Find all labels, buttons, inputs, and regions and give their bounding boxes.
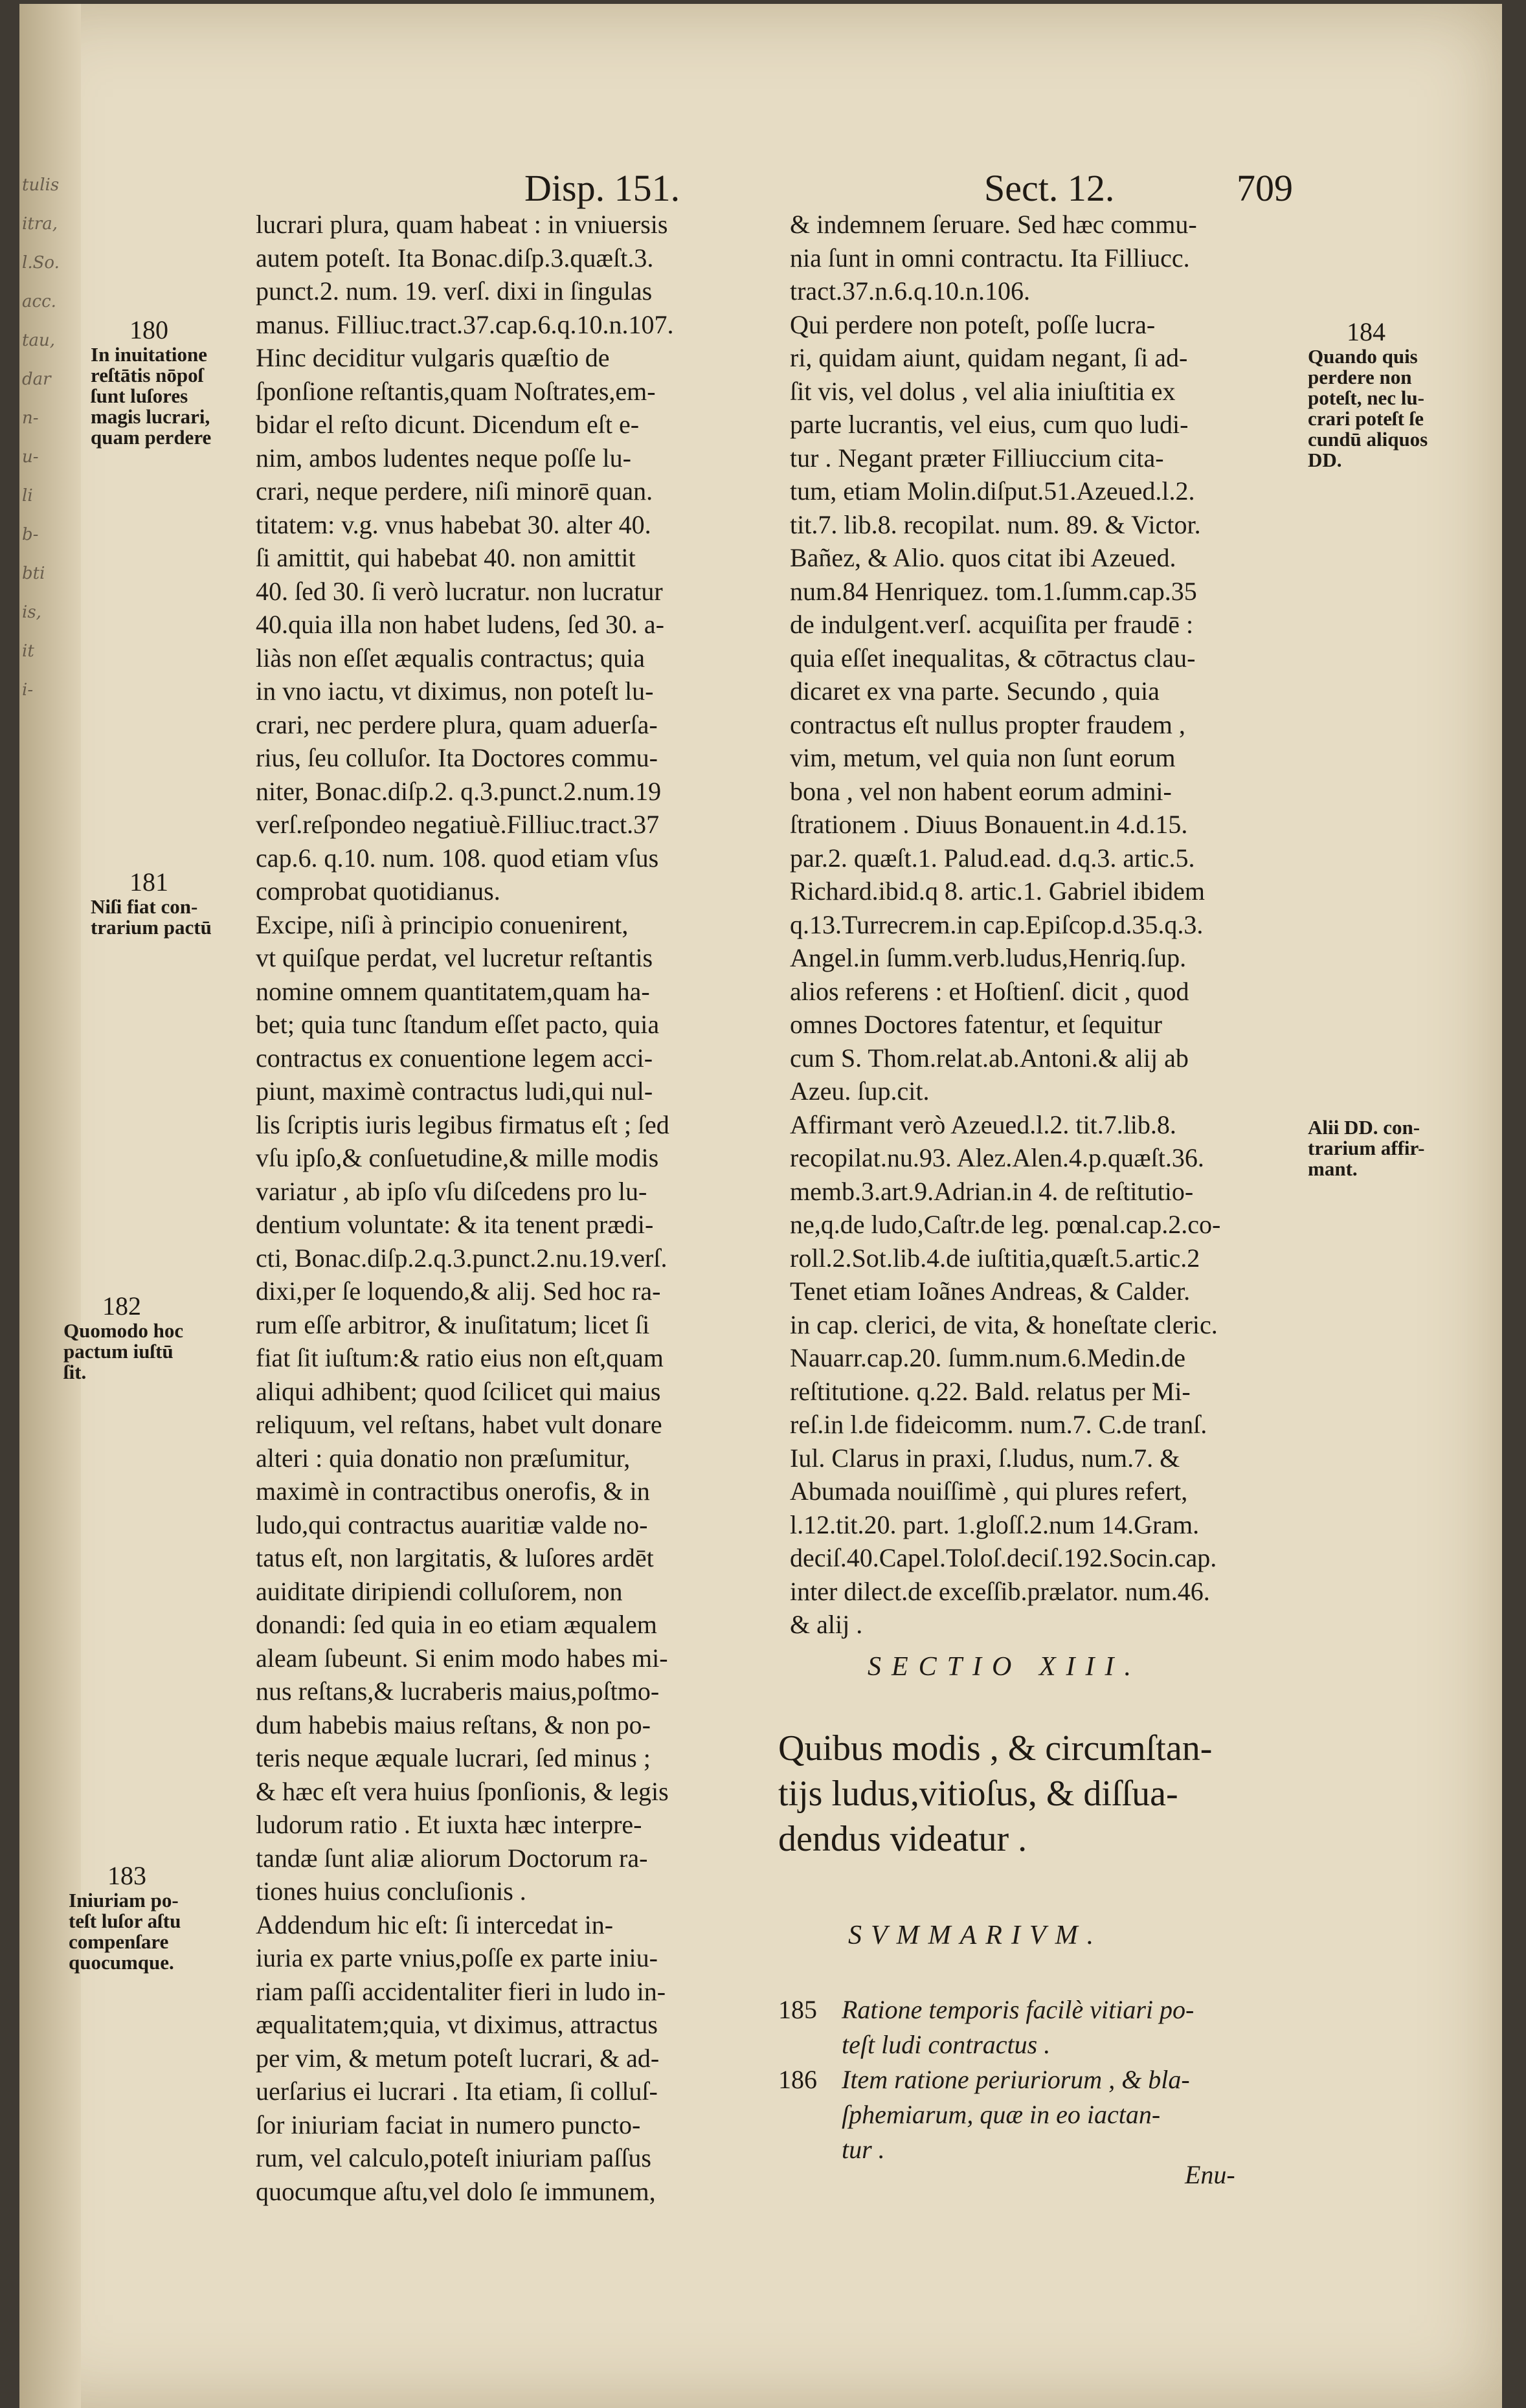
text-line: riam paſſi accidentaliter fieri in ludo in-: [256, 1976, 666, 2006]
text-line: lucrari plura, quam habeat : in vniuersis: [256, 210, 668, 239]
text-line: roll.2.Sot.lib.4.de iuſtitia,quæſt.5.artic.2: [790, 1243, 1200, 1273]
text-line: cap.6. q.10. num. 108. quod etiam vſus: [256, 843, 659, 873]
text-line: quocumque aſtu,vel dolo ſe immunem,: [256, 2176, 656, 2206]
text-line: Abumada nouiſſimè , qui plures refert,: [790, 1477, 1188, 1506]
text-line: reliquum, vel reſtans, habet vult donare: [256, 1410, 662, 1439]
text-line: Qui perdere non poteſt, poſſe lucra-: [790, 309, 1156, 339]
text-line: contractus eſt nullus propter fraudem ,: [790, 709, 1185, 739]
text-line: tandæ ſunt aliæ aliorum Doctorum ra-: [256, 1843, 648, 1873]
margin-note-line: compenſare: [69, 1930, 169, 1953]
section-heading: SECTIO XIII.: [868, 1652, 1141, 1682]
text-line: ri, quidam aiunt, quidam negant, ſi ad-: [790, 343, 1188, 372]
right-text-column: [790, 208, 1220, 1642]
text-line: piunt, maximè contractus ludi,qui nul-: [256, 1076, 653, 1106]
bleed-fragment: b-: [22, 525, 39, 544]
text-line: num.84 Henriquez. tom.1.ſumm.cap.35: [790, 576, 1197, 606]
text-line: iuria ex parte vnius,poſſe ex parte iniu-: [256, 1943, 658, 1972]
margin-note-line: crari poteſt ſe: [1308, 407, 1424, 430]
margin-note-line: Iniuriam po-: [69, 1889, 179, 1912]
left-text-column: [256, 208, 673, 2208]
text-line: rius, ſeu colluſor. Ita Doctores commu-: [256, 743, 658, 772]
text-line: ludorum ratio . Et iuxta hæc interpre-: [256, 1810, 642, 1839]
text-line: auiditate diripiendi colluſorem, non: [256, 1576, 623, 1606]
margin-note-line: teſt luſor aſtu: [69, 1910, 181, 1932]
bleed-fragment: it: [22, 641, 34, 661]
text-line: punct.2. num. 19. verſ. dixi in ſingulas: [256, 276, 653, 306]
summary-item-number: 185: [778, 1995, 817, 2024]
text-line: ſponſione reſtantis,quam Noſtrates,em-: [256, 376, 656, 406]
text-line: alteri : quia donatio non præſumitur,: [256, 1443, 631, 1473]
summary-item-text: teſt ludi contractus .: [842, 2030, 1051, 2059]
summary-item: [778, 1992, 1194, 2027]
bleed-fragment: itra,: [22, 214, 58, 234]
margin-note-line: Alii DD. con-: [1308, 1116, 1420, 1139]
text-line: dum habebis maius reſtans, & non po-: [256, 1710, 651, 1739]
text-line: cti, Bonac.diſp.2.q.3.punct.2.nu.19.verſ.: [256, 1243, 668, 1273]
margin-note-line: pactum iuſtū: [63, 1340, 174, 1363]
margin-note-183: [69, 1862, 181, 1973]
text-line: nim, ambos ludentes neque poſſe lu-: [256, 443, 631, 473]
text-line: bidar el reſto dicunt. Dicendum eſt e-: [256, 410, 640, 439]
catchword: Enu-: [1185, 2160, 1235, 2189]
text-line: rum, vel calculo,poteſt iniuriam paſſus: [256, 2143, 651, 2172]
text-line: aliqui adhibent; quod ſcilicet qui maius: [256, 1376, 661, 1406]
bleed-fragment: tau,: [22, 331, 55, 350]
text-line: Angel.in ſumm.verb.ludus,Henriq.ſup.: [790, 943, 1187, 972]
text-line: comprobat quotidianus.: [256, 876, 500, 906]
text-line: maximè in contractibus onerofis, & in: [256, 1477, 650, 1506]
bleed-fragment: u-: [22, 447, 39, 467]
text-line: cum S. Thom.relat.ab.Antoni.& alij ab: [790, 1043, 1189, 1073]
text-line: tatus eſt, non largitatis, & luſores ardēt: [256, 1543, 654, 1572]
text-line: donandi: ſed quia in eo etiam æqualem: [256, 1610, 657, 1639]
text-line: dixi,per ſe loquendo,& alij. Sed hoc ra-: [256, 1276, 661, 1306]
text-line: inter dilect.de exceſſib.prælator. num.46.: [790, 1576, 1210, 1606]
text-line: crari, neque perdere, niſi minorē quan.: [256, 476, 653, 506]
text-line: de indulgent.verſ. acquiſita per fraudē :: [790, 610, 1194, 639]
margin-note-line: ſit.: [63, 1361, 87, 1383]
text-line: par.2. quæſt.1. Palud.ead. d.q.3. artic.5.: [790, 843, 1195, 873]
text-line: in vno iactu, vt diximus, non poteſt lu-: [256, 676, 654, 706]
bleed-fragment: is,: [22, 603, 41, 622]
margin-note-line: Niſi fiat con-: [91, 895, 198, 918]
margin-note-line: quocumque.: [69, 1951, 174, 1974]
text-line: quia eſſet inequalitas, & cōtractus clau-: [790, 643, 1196, 673]
bleed-fragment: i-: [22, 680, 34, 700]
text-line: ne,q.de ludo,Caſtr.de leg. pœnal.cap.2.co-: [790, 1210, 1221, 1239]
margin-note-line: cundū aliquos: [1308, 428, 1428, 451]
title-line: tijs ludus,vitioſus, & diſſua-: [778, 1774, 1178, 1814]
text-line: Azeu. ſup.cit.: [790, 1076, 930, 1106]
text-line: q.13.Turrecrem.in cap.Epiſcop.d.35.q.3.: [790, 909, 1204, 939]
text-line: aleam ſubeunt. Si enim modo habes mi-: [256, 1643, 668, 1673]
text-line: ludo,qui contractus auaritiæ valde no-: [256, 1510, 648, 1539]
margin-note-181: [91, 868, 212, 938]
text-line: Excipe, niſi à principio conuenirent,: [256, 909, 629, 939]
text-line: contractus ex conuentione legem acci-: [256, 1043, 653, 1073]
text-line: tum, etiam Molin.diſput.51.Azeued.l.2.: [790, 476, 1195, 506]
text-line: lis ſcriptis iuris legibus firmatus eſt ; ſed: [256, 1109, 669, 1139]
text-line: & indemnem ſeruare. Sed hæc commu-: [790, 210, 1197, 239]
text-line: reſ.in l.de fideicomm. num.7. C.de tranſ.: [790, 1410, 1207, 1439]
margin-note-182: [63, 1292, 183, 1383]
bleed-fragment: tulis: [22, 175, 60, 195]
margin-note-line: In inuitatione: [91, 343, 208, 366]
text-line: bet; quia tunc ſtandum eſſet pacto, quia: [256, 1010, 660, 1039]
margin-note-line: DD.: [1308, 449, 1342, 471]
margin-note-line: poteſt, nec lu-: [1308, 386, 1424, 409]
text-line: titatem: v.g. vnus habebat 30. alter 40.: [256, 509, 651, 539]
text-line: 40.quia illa non habet ludens, ſed 30. a-: [256, 610, 664, 639]
bleed-fragment: acc.: [22, 292, 56, 311]
section-title: [778, 1726, 1212, 1862]
text-line: rum eſſe arbitror, & inuſitatum; licet ſi: [256, 1310, 650, 1339]
text-line: dicaret ex vna parte. Secundo , quia: [790, 676, 1160, 706]
text-line: vim, metum, vel quia non ſunt eorum: [790, 743, 1176, 772]
running-head-disputation: Disp. 151.: [524, 167, 680, 209]
text-line: Addendum hic eſt: ſi intercedat in-: [256, 1910, 614, 1939]
text-line: Nauarr.cap.20. ſumm.num.6.Medin.de: [790, 1343, 1185, 1372]
summary-item-number: 186: [778, 2065, 817, 2094]
text-line: nomine omnem quantitatem,quam ha-: [256, 976, 650, 1006]
margin-note-number: 182: [102, 1291, 141, 1321]
text-line: memb.3.art.9.Adrian.in 4. de reſtitutio-: [790, 1176, 1194, 1206]
bleed-fragment: bti: [22, 564, 45, 583]
bleed-fragment: l.So.: [22, 253, 60, 273]
title-line: dendus videatur .: [778, 1819, 1027, 1859]
bleed-fragment: dar: [22, 370, 51, 389]
margin-note-184: [1308, 318, 1428, 471]
text-line: l.12.tit.20. part. 1.gloſſ.2.num 14.Gram.: [790, 1510, 1200, 1539]
text-line: recopilat.nu.93. Alez.Alen.4.p.quæſt.36.: [790, 1143, 1204, 1172]
text-line: alios referens : et Hoſtienſ. dicit , quod: [790, 976, 1189, 1006]
text-line: in cap. clerici, de vita, & honeſtate cleric.: [790, 1310, 1218, 1339]
text-line: Affirmant verò Azeued.l.2. tit.7.lib.8.: [790, 1109, 1176, 1139]
text-line: teris neque æquale lucrari, ſed minus ;: [256, 1743, 651, 1772]
running-head-section: Sect. 12.: [984, 167, 1115, 209]
text-line: nia ſunt in omni contractu. Ita Filliucc.: [790, 243, 1190, 273]
margin-note-line: mant.: [1308, 1157, 1358, 1180]
text-line: Iul. Clarus in praxi, ſ.ludus, num.7. &: [790, 1443, 1180, 1473]
margin-note-line: perdere non: [1308, 366, 1412, 388]
text-line: 40. ſed 30. ſi verò lucratur. non lucratur: [256, 576, 663, 606]
text-line: ſi amittit, qui habebat 40. non amittit: [256, 543, 636, 572]
text-line: tract.37.n.6.q.10.n.106.: [790, 276, 1031, 306]
text-line: æqualitatem;quia, vt diximus, attractus: [256, 2010, 658, 2039]
margin-note-line: trarium pactū: [91, 916, 212, 939]
text-line: autem poteſt. Ita Bonac.diſp.3.quæſt.3.: [256, 243, 654, 273]
text-line: vt quiſque perdat, vel lucretur reſtantis: [256, 943, 653, 972]
text-line: dentium voluntate: & ita tenent prædi-: [256, 1210, 654, 1239]
summary-list: [778, 1992, 1194, 2167]
text-line: omnes Doctores fatentur, et ſequitur: [790, 1010, 1162, 1039]
page-number: 709: [1237, 167, 1293, 209]
margin-note-line: magis lucrari,: [91, 405, 210, 428]
summarium-heading: SVMMARIVM.: [848, 1921, 1103, 1950]
margin-note-alii-dd: [1308, 1117, 1424, 1179]
summary-item: [778, 2062, 1194, 2097]
margin-note-line: Quomodo hoc: [63, 1319, 184, 1342]
text-line: Bañez, & Alio. quos citat ibi Azeued.: [790, 543, 1176, 572]
text-line: bona , vel non habent eorum admini-: [790, 776, 1172, 806]
margin-note-line: ſunt luſores: [91, 385, 188, 407]
text-line: tur . Negant præter Filliuccium cita-: [790, 443, 1164, 473]
text-line: crari, nec perdere plura, quam aduerſa-: [256, 709, 658, 739]
margin-note-line: quam perdere: [91, 426, 212, 449]
text-line: verſ.reſpondeo negatiuè.Filliuc.tract.37: [256, 810, 660, 839]
text-line: reſtitutione. q.22. Bald. relatus per Mi-: [790, 1376, 1191, 1406]
summary-item-text: Item ratione periuriorum , & bla-: [842, 2065, 1190, 2094]
margin-note-number: 183: [107, 1861, 146, 1890]
text-line: nus reſtans,& lucraberis maius,poſtmo-: [256, 1677, 660, 1706]
margin-note-line: trarium affir-: [1308, 1137, 1425, 1159]
text-line: uerſarius ei lucrari . Ita etiam, ſi colluſ-: [256, 2077, 658, 2106]
text-line: ſor iniuriam faciat in numero puncto-: [256, 2110, 641, 2139]
margin-note-line: Quando quis: [1308, 345, 1418, 368]
bleed-fragment: n-: [22, 408, 39, 428]
text-line: deciſ.40.Capel.Toloſ.deciſ.192.Socin.cap.: [790, 1543, 1217, 1572]
text-line: Hinc deciditur vulgaris quæſtio de: [256, 343, 610, 372]
text-line: tit.7. lib.8. recopilat. num. 89. & Victor.: [790, 509, 1201, 539]
text-line: parte lucrantis, vel eius, cum quo ludi-: [790, 410, 1189, 439]
text-line: liàs non eſſet æqualis contractus; quia: [256, 643, 645, 673]
text-line: manus. Filliuc.tract.37.cap.6.q.10.n.107.: [256, 309, 674, 339]
summary-item-text: Ratione temporis facilè vitiari po-: [842, 1995, 1195, 2024]
text-line: ſit vis, vel dolus , vel alia iniuſtitia ex: [790, 376, 1176, 406]
text-line: tiones huius concluſionis .: [256, 1877, 526, 1906]
margin-note-180: [91, 316, 211, 448]
margin-note-number: 180: [129, 315, 168, 344]
book-page: [19, 4, 1502, 2408]
margin-note-line: reſtātis nōpoſ: [91, 364, 204, 386]
text-line: Tenet etiam Ioãnes Andreas, & Calder.: [790, 1276, 1191, 1306]
bleed-through-text: [22, 166, 61, 709]
bleed-fragment: li: [22, 486, 33, 506]
text-line: fiat ſit iuſtum:& ratio eius non eſt,quam: [256, 1343, 664, 1372]
title-line: Quibus modis , & circumſtan-: [778, 1728, 1213, 1768]
text-line: & alij .: [790, 1610, 863, 1639]
margin-note-number: 184: [1347, 317, 1386, 346]
text-line: Richard.ibid.q 8. artic.1. Gabriel ibidem: [790, 876, 1205, 906]
text-line: vſu ipſo,& conſuetudine,& mille modis: [256, 1143, 659, 1172]
text-line: per vim, & metum poteſt lucrari, & ad-: [256, 2043, 660, 2073]
summary-item-text: tur .: [842, 2135, 885, 2164]
text-line: variatur , ab ipſo vſu diſcedens pro lu-: [256, 1176, 647, 1206]
summary-item-text: ſphemiarum, quæ in eo iactan-: [842, 2100, 1161, 2129]
margin-note-number: 181: [129, 867, 168, 897]
text-line: & hæc eſt vera huius ſponſionis, & legis: [256, 1776, 669, 1806]
text-line: niter, Bonac.diſp.2. q.3.punct.2.num.19: [256, 776, 662, 806]
text-line: ſtrationem . Diuus Bonauent.in 4.d.15.: [790, 810, 1188, 839]
